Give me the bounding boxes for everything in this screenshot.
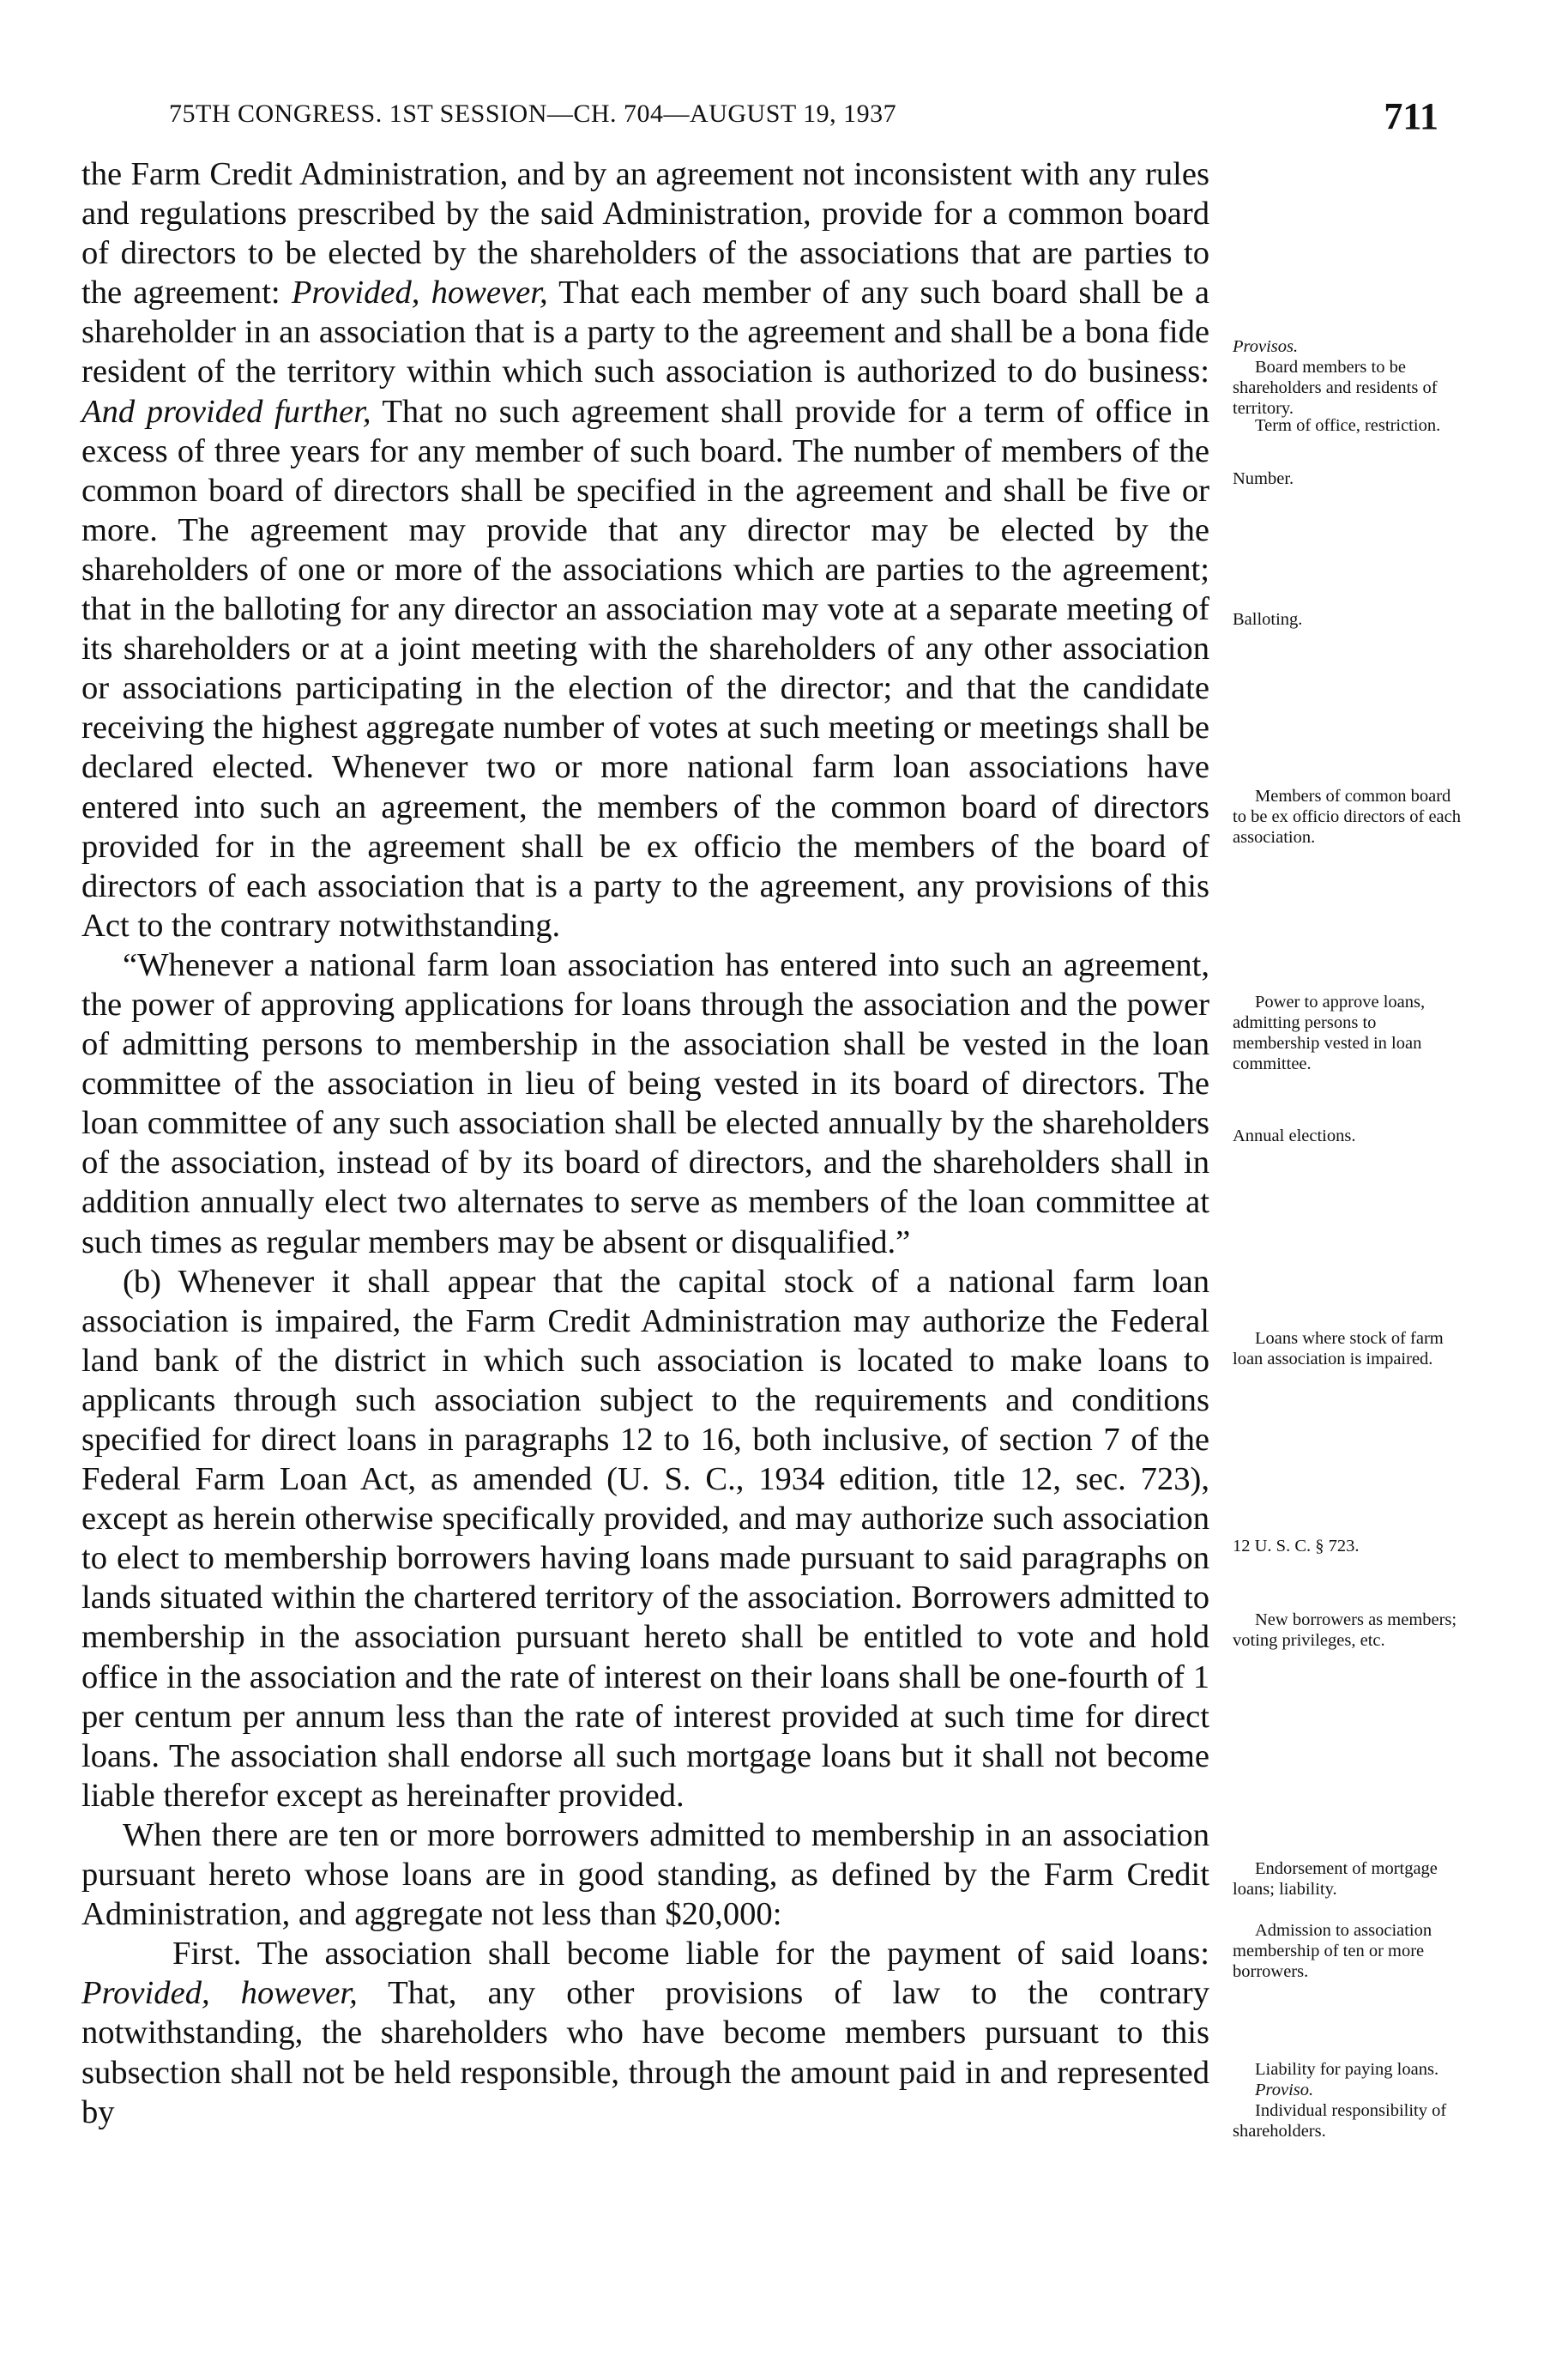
margin-note-admission: Admission to association membership of ten or more borrowers. <box>1233 1921 1432 1981</box>
margin-note-liability: Liability for paying loans. Proviso. Individual responsibility of shareholders. <box>1233 2060 1447 2141</box>
provided-however: Provided, however, <box>291 275 548 311</box>
margin-note-new-borrowers: New borrowers as members; voting privileges, etc. <box>1233 1610 1457 1650</box>
margin-note-power: Power to approve loans, admitting persons to membership vested in loan committee. <box>1233 993 1426 1073</box>
paragraph-first: First. The association shall become liable for the payment of said loans: Provided, however, That, any other provisions of law to the contrary notwithstanding, the shareholders who have become members pursuant to this subsection shall not be held responsible, through the amount paid in and represented by <box>81 1936 1210 2130</box>
running-head: 75TH CONGRESS. 1ST SESSION—CH. 704—AUGUST 19, 1937 <box>169 100 897 128</box>
margin-note-usc: 12 U. S. C. § 723. <box>1233 1537 1360 1555</box>
margin-note-number: Number. <box>1233 469 1294 488</box>
margin-note-term: Term of office, restriction. <box>1255 416 1441 435</box>
paragraph-subsection-b: (b) Whenever it shall appear that the capital stock of a national farm loan association is impaired, the Farm Credit Administration may authorize the Federal land bank of the district in which such association is located to make loans to applicants through such association subject to the requirements and conditions specified for direct loans in paragraphs 12 to 16, both inclusive, of section 7 of the Federal Farm Loan Act, as amended (U. S. C., 1934 edition, title 12, sec. 723), except as herein otherwise specifically provided, and may authorize such association to elect to membership borrowers having loans made pursuant to said paragraphs on lands situated within the chartered territory of the association. Borrowers admitted to membership in the association pursuant hereto shall be entitled to vote and hold office in the association and the rate of interest on their loans shall be one-fourth of 1 per centum per annum less than the rate of interest provided at such time for direct loans. The association shall endorse all such mortgage loans but it shall not become liable therefor except as hereinafter provided. <box>81 1263 1209 1814</box>
provided-further: And provided further, <box>81 393 371 430</box>
provided-however-2: Provided, however, <box>81 1975 358 2012</box>
paragraph-ten-borrowers: When there are ten or more borrowers admitted to membership in an association pursuant hereto whose loans are in good standing, as defined by the Farm Credit Administration, and aggregate not less than $20,000: <box>81 1816 1209 1933</box>
margin-note-provisos: Provisos. Board members to be shareholders and residents of territory. <box>1233 337 1438 418</box>
paragraph-loan-committee: “Whenever a national farm loan association has entered into such an agreement, the power of approving applications for loans through the association and the power of admitting persons to membership in the association shall be vested in the loan committee of the association in lieu of being vested in its board of directors. The loan committee of any such association shall be elected annually by the shareholders of the association, instead of by its board of directors, and the shareholders shall in addition annually elect two alternates to serve as members of the loan committee at such times as regular members may be absent or disqualified.” <box>81 946 1209 1260</box>
page-header <box>169 94 1438 146</box>
main-text <box>81 154 1209 2132</box>
page-number: 711 <box>1384 95 1438 137</box>
margin-note-endorsement: Endorsement of mortgage loans; liability. <box>1233 1859 1438 1899</box>
margin-note-members-board: Members of common board to be ex officio directors of each association. <box>1233 787 1462 847</box>
margin-note-annual: Annual elections. <box>1233 1127 1356 1145</box>
margin-note-balloting: Balloting. <box>1233 610 1303 629</box>
margin-note-loans-impaired: Loans where stock of farm loan association is impaired. <box>1233 1329 1444 1368</box>
paragraph-common-board: the Farm Credit Administration, and by an agreement not inconsistent with any rules and regulations prescribed by the said Administration, provide for a common board of directors to be elected by the shareholders of the associations that are parties to the agreement: Provided, however, That each member of any such board shall be a shareholder in an association that is a party to the agreement and shall be a bona fide resident of the territory within which such association is authorized to do business: And provided further, That no such agreement shall provide for a term of office in excess of three years for any member of such board. The number of members of the common board of directors shall be specified in the agreement and shall be five or more. The agreement may provide that any director may be elected by the shareholders of one or more of the associations which are parties to the agreement; that in the balloting for any director an association may vote at a separate meeting of its shareholders or at a joint meeting with the shareholders of any other association or associations participating in the election of the director; and that the candidate receiving the highest aggregate number of votes at such meeting or meetings shall be declared elected. Whenever two or more national farm loan associations have entered into such an agreement, the members of the common board of directors provided for in the agreement shall be ex officio the members of the board of directors of each association that is a party to the agreement, any provisions of this Act to the contrary notwithstanding. <box>81 156 1210 944</box>
